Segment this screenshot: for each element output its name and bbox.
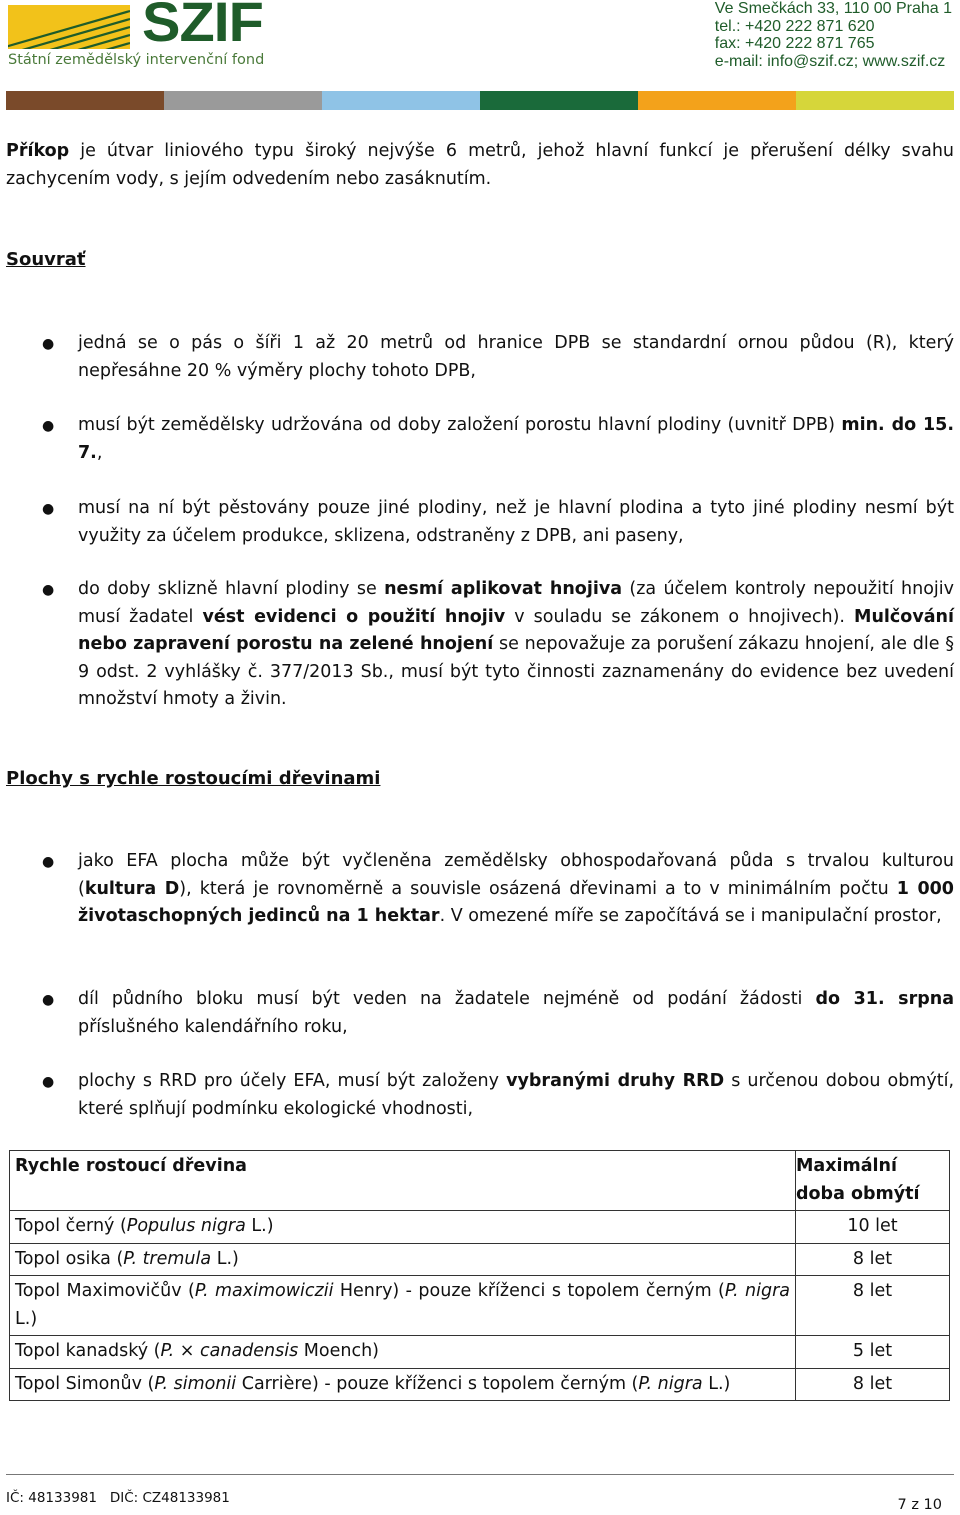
table-header-row — [10, 1151, 950, 1211]
bullet-icon: ● — [42, 501, 55, 517]
bullet-icon: ● — [42, 854, 55, 870]
list-item: plochy s RRD pro účely EFA, musí být založeny vybranými druhy RRD s určenou dobou obmýtí, které splňují podmínku ekologické vhodnosti, — [78, 1071, 955, 1119]
footer-divider — [6, 1474, 954, 1475]
bullet-icon: ● — [42, 336, 55, 352]
rotation-cell: 8 let — [796, 1276, 950, 1336]
logo-subtitle: Státní zemědělský intervenční fond — [8, 52, 265, 68]
table-row — [10, 1336, 950, 1369]
species-cell: Topol osika (P. tremula L.) — [10, 1243, 796, 1276]
list-item: jako EFA plocha může být vyčleněna zemědělsky obhospodařovaná půda s trvalou kulturou (kultura D), která je rovnoměrně a souvisle osázená dřevinami a to v minimálním počtu 1 000 životaschopných jedinců na 1 hektar. V omezené míře se započítává se i manipulační prostor, — [78, 851, 954, 926]
table-row — [10, 1368, 950, 1401]
table-header-species: Rychle rostoucí dřevina — [10, 1151, 796, 1211]
species-cell: Topol černý (Populus nigra L.) — [10, 1211, 796, 1244]
list-item: musí být zemědělsky udržována od doby založení porostu hlavní plodiny (uvnitř DPB) min. do 15. 7., — [78, 415, 954, 463]
table-header-rotation: Maximální doba obmýtí — [796, 1151, 950, 1211]
bullet-icon: ● — [42, 418, 55, 434]
species-cell: Topol Maximovičův (P. maximowiczii Henry) - pouze kříženci s topolem černým (P. nigra L.) — [10, 1276, 796, 1336]
section-heading-rrd: Plochy s rychle rostoucími dřevinami — [6, 768, 381, 789]
prikop-paragraph: Příkop je útvar liniového typu široký nejvýše 6 metrů, jehož hlavní funkcí je přerušení délky svahu zachycením vody, s jejím odvedením nebo zasáknutím. — [6, 141, 954, 189]
table-row — [10, 1276, 950, 1336]
section-heading-souvrat: Souvrať — [6, 249, 86, 270]
table-row — [10, 1211, 950, 1244]
rrd-table — [9, 1150, 950, 1401]
logo-wordmark: SZIF — [142, 0, 263, 53]
rotation-cell: 8 let — [796, 1368, 950, 1401]
szif-logo-icon — [8, 5, 130, 49]
rotation-cell: 5 let — [796, 1336, 950, 1369]
contact-address: Ve Smečkách 33, 110 00 Praha 1 — [714, 0, 952, 17]
rotation-cell: 8 let — [796, 1243, 950, 1276]
bullet-icon: ● — [42, 1074, 55, 1090]
prikop-term: Příkop — [6, 141, 70, 161]
contact-email-web[interactable]: e-mail: info@szif.cz; www.szif.cz — [714, 52, 946, 70]
species-cell: Topol kanadský (P. × canadensis Moench) — [10, 1336, 796, 1369]
list-item: musí na ní být pěstovány pouze jiné plodiny, než je hlavní plodina a tyto jiné plodiny nesmí být využity za účelem produkce, sklizena, odstraněny z DPB, ani paseny, — [78, 498, 954, 546]
species-cell: Topol Simonův (P. simonii Carrière) - pouze kříženci s topolem černým (P. nigra L.) — [10, 1368, 796, 1401]
bullet-icon: ● — [42, 582, 55, 598]
header-color-bar — [6, 91, 954, 110]
page-number: 7 z 10 — [897, 1497, 942, 1513]
footer-company-ids: IČ: 48133981 DIČ: CZ48133981 — [6, 1490, 230, 1506]
contact-phone: tel.: +420 222 871 620 — [714, 17, 875, 35]
contact-fax: fax: +420 222 871 765 — [714, 35, 875, 52]
list-item: do doby sklizně hlavní plodiny se nesmí aplikovat hnojiva (za účelem kontroly nepoužití hnojiv musí žadatel vést evidenci o použití hnojiv v souladu se zákonem o hnojivech). Mulčování nebo zapravení porostu na zelené hnojení se nepovažuje za porušení zákazu hnojení, ale dle § 9 odst. 2 vyhlášky č. 377/2013 Sb., musí být tyto činnosti zaznamenány do evidence bez uvedení množství hmoty a živin. — [78, 579, 955, 709]
table-row — [10, 1243, 950, 1276]
rotation-cell: 10 let — [796, 1211, 950, 1244]
bullet-icon: ● — [42, 992, 55, 1008]
list-item: díl půdního bloku musí být veden na žadatele nejméně od podání žádosti do 31. srpna příslušného kalendářního roku, — [78, 989, 955, 1037]
contact-block — [715, 0, 952, 70]
list-item: jedná se o pás o šíři 1 až 20 metrů od hranice DPB se standardní ornou půdou (R), který nepřesáhne 20 % výměry plochy tohoto DPB, — [78, 333, 954, 381]
